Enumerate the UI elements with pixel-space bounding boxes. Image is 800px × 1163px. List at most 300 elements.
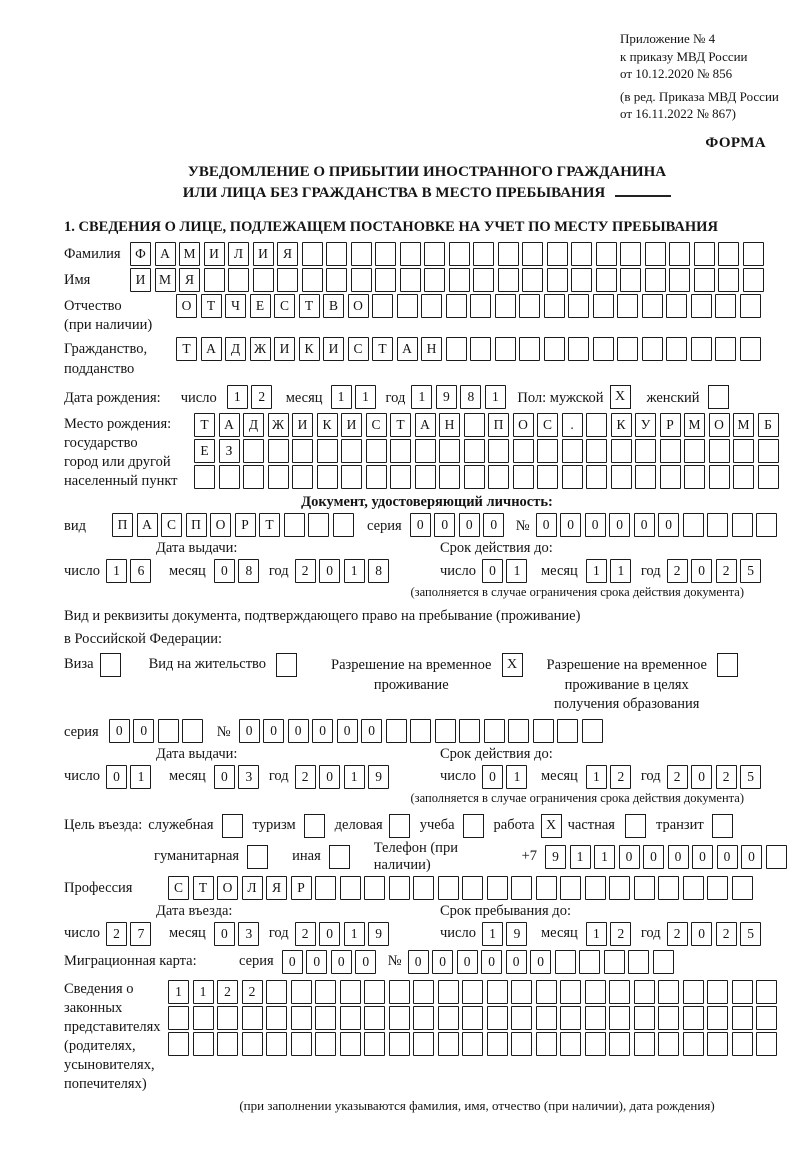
- char-box[interactable]: И: [253, 242, 274, 266]
- char-box[interactable]: О: [348, 294, 369, 318]
- char-box[interactable]: [609, 1006, 630, 1030]
- char-box[interactable]: 1: [344, 765, 365, 789]
- char-box[interactable]: [266, 980, 287, 1004]
- char-box[interactable]: [446, 294, 467, 318]
- purpose-study-checkbox[interactable]: [463, 814, 484, 838]
- char-box[interactable]: [511, 876, 532, 900]
- char-box[interactable]: 0: [282, 950, 303, 974]
- purpose-official-checkbox[interactable]: [222, 814, 243, 838]
- char-box[interactable]: [438, 1006, 459, 1030]
- char-box[interactable]: А: [219, 413, 240, 437]
- char-box[interactable]: 2: [242, 980, 263, 1004]
- char-box[interactable]: [522, 268, 543, 292]
- char-box[interactable]: 0: [741, 845, 762, 869]
- char-box[interactable]: А: [397, 337, 418, 361]
- char-box[interactable]: [666, 294, 687, 318]
- char-box[interactable]: [390, 439, 411, 463]
- char-box[interactable]: 0: [691, 559, 712, 583]
- char-box[interactable]: [756, 980, 777, 1004]
- char-box[interactable]: Т: [372, 337, 393, 361]
- char-box[interactable]: [593, 294, 614, 318]
- char-box[interactable]: [620, 268, 641, 292]
- char-box[interactable]: [634, 876, 655, 900]
- char-box[interactable]: С: [348, 337, 369, 361]
- temp-residence-education-checkbox[interactable]: [717, 653, 738, 677]
- char-box[interactable]: 1: [106, 559, 127, 583]
- char-box[interactable]: [694, 242, 715, 266]
- char-box[interactable]: 7: [130, 922, 151, 946]
- char-box[interactable]: О: [513, 413, 534, 437]
- sex-female-checkbox[interactable]: [708, 385, 729, 409]
- char-box[interactable]: 0: [691, 765, 712, 789]
- char-box[interactable]: 1: [485, 385, 506, 409]
- char-box[interactable]: [585, 1032, 606, 1056]
- char-box[interactable]: [364, 1006, 385, 1030]
- char-box[interactable]: [308, 513, 329, 537]
- char-box[interactable]: [341, 439, 362, 463]
- char-box[interactable]: И: [204, 242, 225, 266]
- char-box[interactable]: 0: [337, 719, 358, 743]
- char-box[interactable]: [340, 1032, 361, 1056]
- char-box[interactable]: [571, 242, 592, 266]
- char-box[interactable]: [620, 242, 641, 266]
- char-box[interactable]: [537, 465, 558, 489]
- char-box[interactable]: [413, 1006, 434, 1030]
- char-box[interactable]: [340, 876, 361, 900]
- char-box[interactable]: 3: [238, 765, 259, 789]
- char-box[interactable]: Т: [176, 337, 197, 361]
- char-box[interactable]: 2: [295, 765, 316, 789]
- char-box[interactable]: [375, 268, 396, 292]
- char-box[interactable]: А: [155, 242, 176, 266]
- char-box[interactable]: [326, 242, 347, 266]
- char-box[interactable]: [585, 1006, 606, 1030]
- char-box[interactable]: [628, 950, 649, 974]
- char-box[interactable]: 0: [312, 719, 333, 743]
- char-box[interactable]: 0: [536, 513, 557, 537]
- temp-residence-checkbox[interactable]: X: [502, 653, 523, 677]
- char-box[interactable]: [707, 980, 728, 1004]
- char-box[interactable]: [582, 719, 603, 743]
- char-box[interactable]: Ж: [250, 337, 271, 361]
- char-box[interactable]: [389, 980, 410, 1004]
- char-box[interactable]: [658, 876, 679, 900]
- char-box[interactable]: [389, 1006, 410, 1030]
- char-box[interactable]: [182, 719, 203, 743]
- char-box[interactable]: [568, 294, 589, 318]
- char-box[interactable]: [718, 268, 739, 292]
- char-box[interactable]: Ф: [130, 242, 151, 266]
- char-box[interactable]: [498, 268, 519, 292]
- char-box[interactable]: 8: [460, 385, 481, 409]
- visa-checkbox[interactable]: [100, 653, 121, 677]
- char-box[interactable]: [562, 465, 583, 489]
- char-box[interactable]: [536, 876, 557, 900]
- char-box[interactable]: 9: [545, 845, 566, 869]
- char-box[interactable]: [560, 1032, 581, 1056]
- char-box[interactable]: [547, 242, 568, 266]
- char-box[interactable]: 0: [457, 950, 478, 974]
- char-box[interactable]: [473, 242, 494, 266]
- char-box[interactable]: Т: [193, 876, 214, 900]
- char-box[interactable]: [470, 337, 491, 361]
- char-box[interactable]: [375, 242, 396, 266]
- char-box[interactable]: Н: [439, 413, 460, 437]
- char-box[interactable]: [732, 1006, 753, 1030]
- char-box[interactable]: А: [201, 337, 222, 361]
- char-box[interactable]: Р: [660, 413, 681, 437]
- char-box[interactable]: [315, 1032, 336, 1056]
- char-box[interactable]: 0: [214, 559, 235, 583]
- char-box[interactable]: В: [323, 294, 344, 318]
- char-box[interactable]: [459, 719, 480, 743]
- char-box[interactable]: [487, 876, 508, 900]
- char-box[interactable]: [684, 439, 705, 463]
- char-box[interactable]: [511, 1006, 532, 1030]
- char-box[interactable]: О: [176, 294, 197, 318]
- char-box[interactable]: [707, 1032, 728, 1056]
- char-box[interactable]: И: [323, 337, 344, 361]
- char-box[interactable]: [253, 268, 274, 292]
- char-box[interactable]: [611, 439, 632, 463]
- char-box[interactable]: С: [161, 513, 182, 537]
- char-box[interactable]: [302, 242, 323, 266]
- char-box[interactable]: Т: [390, 413, 411, 437]
- char-box[interactable]: [315, 980, 336, 1004]
- char-box[interactable]: [586, 439, 607, 463]
- char-box[interactable]: 1: [331, 385, 352, 409]
- char-box[interactable]: М: [733, 413, 754, 437]
- char-box[interactable]: 0: [459, 513, 480, 537]
- char-box[interactable]: 9: [506, 922, 527, 946]
- char-box[interactable]: [438, 980, 459, 1004]
- purpose-work-checkbox[interactable]: X: [541, 814, 562, 838]
- char-box[interactable]: 0: [634, 513, 655, 537]
- char-box[interactable]: 1: [506, 559, 527, 583]
- char-box[interactable]: [291, 1032, 312, 1056]
- char-box[interactable]: [168, 1006, 189, 1030]
- char-box[interactable]: [364, 980, 385, 1004]
- char-box[interactable]: [691, 294, 712, 318]
- char-box[interactable]: 0: [214, 922, 235, 946]
- char-box[interactable]: З: [219, 439, 240, 463]
- char-box[interactable]: [495, 294, 516, 318]
- char-box[interactable]: [617, 337, 638, 361]
- char-box[interactable]: 0: [106, 765, 127, 789]
- char-box[interactable]: 2: [610, 922, 631, 946]
- char-box[interactable]: [449, 242, 470, 266]
- char-box[interactable]: 3: [238, 922, 259, 946]
- char-box[interactable]: [464, 413, 485, 437]
- char-box[interactable]: А: [137, 513, 158, 537]
- char-box[interactable]: Д: [243, 413, 264, 437]
- char-box[interactable]: [634, 1032, 655, 1056]
- char-box[interactable]: [277, 268, 298, 292]
- char-box[interactable]: 0: [560, 513, 581, 537]
- char-box[interactable]: К: [317, 413, 338, 437]
- char-box[interactable]: [268, 465, 289, 489]
- char-box[interactable]: Я: [266, 876, 287, 900]
- char-box[interactable]: 1: [168, 980, 189, 1004]
- char-box[interactable]: [683, 876, 704, 900]
- char-box[interactable]: [351, 242, 372, 266]
- char-box[interactable]: [389, 1032, 410, 1056]
- char-box[interactable]: [410, 719, 431, 743]
- char-box[interactable]: [733, 465, 754, 489]
- char-box[interactable]: 0: [214, 765, 235, 789]
- char-box[interactable]: О: [217, 876, 238, 900]
- char-box[interactable]: [464, 439, 485, 463]
- char-box[interactable]: [292, 439, 313, 463]
- char-box[interactable]: [536, 980, 557, 1004]
- char-box[interactable]: [242, 1032, 263, 1056]
- char-box[interactable]: [617, 294, 638, 318]
- char-box[interactable]: [364, 1032, 385, 1056]
- purpose-tourism-checkbox[interactable]: [304, 814, 325, 838]
- char-box[interactable]: 1: [570, 845, 591, 869]
- char-box[interactable]: [642, 294, 663, 318]
- char-box[interactable]: 0: [658, 513, 679, 537]
- char-box[interactable]: [635, 465, 656, 489]
- char-box[interactable]: [193, 1032, 214, 1056]
- char-box[interactable]: [219, 465, 240, 489]
- char-box[interactable]: [660, 439, 681, 463]
- char-box[interactable]: [645, 268, 666, 292]
- char-box[interactable]: [228, 268, 249, 292]
- char-box[interactable]: 0: [319, 765, 340, 789]
- char-box[interactable]: Р: [235, 513, 256, 537]
- char-box[interactable]: Д: [225, 337, 246, 361]
- char-box[interactable]: Ч: [225, 294, 246, 318]
- char-box[interactable]: [168, 1032, 189, 1056]
- char-box[interactable]: Н: [421, 337, 442, 361]
- char-box[interactable]: [268, 439, 289, 463]
- char-box[interactable]: 5: [740, 922, 761, 946]
- char-box[interactable]: [743, 242, 764, 266]
- char-box[interactable]: 2: [610, 765, 631, 789]
- char-box[interactable]: [341, 465, 362, 489]
- char-box[interactable]: [740, 294, 761, 318]
- char-box[interactable]: 1: [594, 845, 615, 869]
- char-box[interactable]: [511, 1032, 532, 1056]
- char-box[interactable]: [366, 465, 387, 489]
- char-box[interactable]: [302, 268, 323, 292]
- char-box[interactable]: [243, 439, 264, 463]
- char-box[interactable]: С: [168, 876, 189, 900]
- char-box[interactable]: 0: [717, 845, 738, 869]
- char-box[interactable]: [488, 465, 509, 489]
- char-box[interactable]: [439, 439, 460, 463]
- char-box[interactable]: 2: [716, 922, 737, 946]
- sex-male-checkbox[interactable]: X: [610, 385, 631, 409]
- char-box[interactable]: 0: [483, 513, 504, 537]
- char-box[interactable]: [758, 439, 779, 463]
- char-box[interactable]: [284, 513, 305, 537]
- purpose-other-checkbox[interactable]: [329, 845, 350, 869]
- char-box[interactable]: [642, 337, 663, 361]
- char-box[interactable]: И: [292, 413, 313, 437]
- char-box[interactable]: Л: [228, 242, 249, 266]
- char-box[interactable]: [733, 439, 754, 463]
- char-box[interactable]: [484, 719, 505, 743]
- char-box[interactable]: [653, 950, 674, 974]
- char-box[interactable]: [732, 876, 753, 900]
- char-box[interactable]: 2: [106, 922, 127, 946]
- char-box[interactable]: [635, 439, 656, 463]
- char-box[interactable]: [660, 465, 681, 489]
- char-box[interactable]: [315, 876, 336, 900]
- char-box[interactable]: 0: [585, 513, 606, 537]
- char-box[interactable]: [462, 876, 483, 900]
- char-box[interactable]: 0: [133, 719, 154, 743]
- char-box[interactable]: 0: [263, 719, 284, 743]
- char-box[interactable]: 2: [217, 980, 238, 1004]
- char-box[interactable]: [473, 268, 494, 292]
- char-box[interactable]: 5: [740, 765, 761, 789]
- char-box[interactable]: [732, 513, 753, 537]
- char-box[interactable]: [571, 268, 592, 292]
- char-box[interactable]: А: [415, 413, 436, 437]
- char-box[interactable]: 9: [368, 765, 389, 789]
- residence-permit-checkbox[interactable]: [276, 653, 297, 677]
- char-box[interactable]: 0: [643, 845, 664, 869]
- char-box[interactable]: [669, 242, 690, 266]
- char-box[interactable]: 0: [319, 559, 340, 583]
- char-box[interactable]: [519, 294, 540, 318]
- char-box[interactable]: [609, 980, 630, 1004]
- char-box[interactable]: [683, 1006, 704, 1030]
- char-box[interactable]: [579, 950, 600, 974]
- char-box[interactable]: П: [112, 513, 133, 537]
- char-box[interactable]: [415, 465, 436, 489]
- char-box[interactable]: 0: [239, 719, 260, 743]
- char-box[interactable]: [495, 337, 516, 361]
- char-box[interactable]: 2: [667, 765, 688, 789]
- char-box[interactable]: [536, 1032, 557, 1056]
- char-box[interactable]: 1: [355, 385, 376, 409]
- char-box[interactable]: [557, 719, 578, 743]
- char-box[interactable]: [413, 1032, 434, 1056]
- char-box[interactable]: [585, 980, 606, 1004]
- char-box[interactable]: Е: [194, 439, 215, 463]
- char-box[interactable]: [611, 465, 632, 489]
- char-box[interactable]: 0: [668, 845, 689, 869]
- char-box[interactable]: [718, 242, 739, 266]
- char-box[interactable]: 1: [130, 765, 151, 789]
- char-box[interactable]: [421, 294, 442, 318]
- char-box[interactable]: 1: [344, 559, 365, 583]
- char-box[interactable]: [158, 719, 179, 743]
- char-box[interactable]: [351, 268, 372, 292]
- char-box[interactable]: [470, 294, 491, 318]
- char-box[interactable]: С: [366, 413, 387, 437]
- char-box[interactable]: К: [611, 413, 632, 437]
- char-box[interactable]: [732, 980, 753, 1004]
- char-box[interactable]: [487, 980, 508, 1004]
- char-box[interactable]: [645, 242, 666, 266]
- char-box[interactable]: [386, 719, 407, 743]
- char-box[interactable]: [291, 980, 312, 1004]
- char-box[interactable]: [536, 1006, 557, 1030]
- char-box[interactable]: 1: [586, 765, 607, 789]
- char-box[interactable]: [740, 337, 761, 361]
- char-box[interactable]: И: [130, 268, 151, 292]
- char-box[interactable]: [658, 980, 679, 1004]
- char-box[interactable]: И: [274, 337, 295, 361]
- char-box[interactable]: [400, 242, 421, 266]
- char-box[interactable]: [756, 513, 777, 537]
- purpose-transit-checkbox[interactable]: [712, 814, 733, 838]
- char-box[interactable]: [547, 268, 568, 292]
- char-box[interactable]: 0: [109, 719, 130, 743]
- char-box[interactable]: Б: [758, 413, 779, 437]
- char-box[interactable]: [560, 1006, 581, 1030]
- char-box[interactable]: 0: [432, 950, 453, 974]
- char-box[interactable]: [568, 337, 589, 361]
- char-box[interactable]: [562, 439, 583, 463]
- char-box[interactable]: [604, 950, 625, 974]
- char-box[interactable]: [511, 980, 532, 1004]
- char-box[interactable]: [743, 268, 764, 292]
- char-box[interactable]: [586, 465, 607, 489]
- char-box[interactable]: 1: [193, 980, 214, 1004]
- char-box[interactable]: [333, 513, 354, 537]
- char-box[interactable]: [438, 1032, 459, 1056]
- char-box[interactable]: 0: [609, 513, 630, 537]
- char-box[interactable]: Л: [242, 876, 263, 900]
- char-box[interactable]: [292, 465, 313, 489]
- char-box[interactable]: Т: [201, 294, 222, 318]
- char-box[interactable]: 0: [691, 922, 712, 946]
- char-box[interactable]: [707, 1006, 728, 1030]
- char-box[interactable]: [291, 1006, 312, 1030]
- char-box[interactable]: 0: [331, 950, 352, 974]
- char-box[interactable]: 8: [368, 559, 389, 583]
- char-box[interactable]: 1: [586, 922, 607, 946]
- char-box[interactable]: [707, 513, 728, 537]
- char-box[interactable]: [194, 465, 215, 489]
- char-box[interactable]: 1: [482, 922, 503, 946]
- char-box[interactable]: [390, 465, 411, 489]
- char-box[interactable]: [464, 465, 485, 489]
- char-box[interactable]: [193, 1006, 214, 1030]
- char-box[interactable]: 2: [295, 922, 316, 946]
- char-box[interactable]: 0: [410, 513, 431, 537]
- char-box[interactable]: 0: [361, 719, 382, 743]
- char-box[interactable]: 2: [295, 559, 316, 583]
- char-box[interactable]: 1: [344, 922, 365, 946]
- char-box[interactable]: 0: [288, 719, 309, 743]
- char-box[interactable]: Я: [179, 268, 200, 292]
- char-box[interactable]: [242, 1006, 263, 1030]
- char-box[interactable]: [462, 1006, 483, 1030]
- char-box[interactable]: [756, 1032, 777, 1056]
- char-box[interactable]: [340, 980, 361, 1004]
- char-box[interactable]: Р: [291, 876, 312, 900]
- char-box[interactable]: [315, 1006, 336, 1030]
- char-box[interactable]: [317, 439, 338, 463]
- char-box[interactable]: [586, 413, 607, 437]
- char-box[interactable]: [415, 439, 436, 463]
- char-box[interactable]: П: [186, 513, 207, 537]
- char-box[interactable]: [446, 337, 467, 361]
- char-box[interactable]: 9: [368, 922, 389, 946]
- char-box[interactable]: [513, 439, 534, 463]
- char-box[interactable]: П: [488, 413, 509, 437]
- char-box[interactable]: К: [299, 337, 320, 361]
- char-box[interactable]: [585, 876, 606, 900]
- char-box[interactable]: 2: [667, 559, 688, 583]
